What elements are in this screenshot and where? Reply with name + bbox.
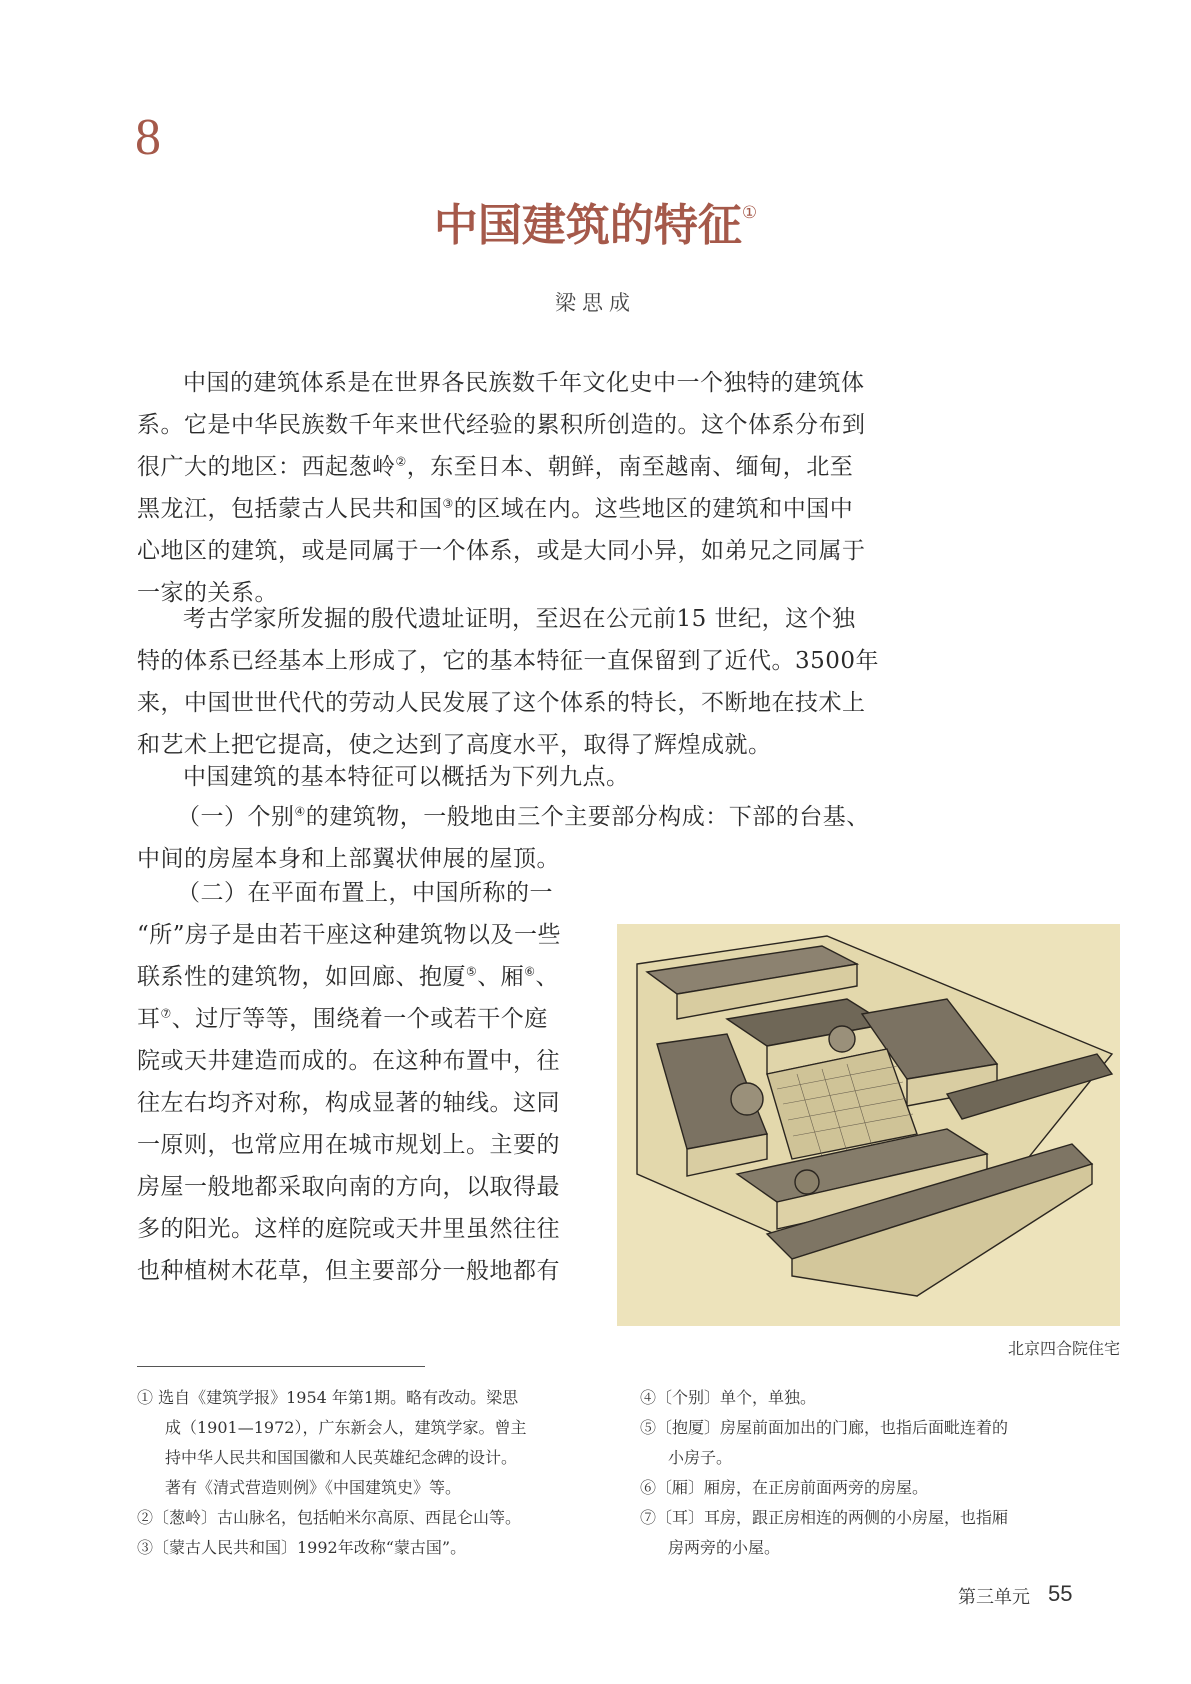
footnote-ref-5: ⑤ — [466, 964, 478, 979]
text-line — [137, 488, 882, 530]
text-line: 房屋一般地都采取向南的方向，以取得最 — [137, 1174, 560, 1200]
text-line: 一家的关系。 — [137, 580, 278, 606]
footnote-7: ⑦〔耳〕耳房，跟正房相连的两侧的小房屋，也指厢 — [640, 1508, 1009, 1527]
footnote-divider — [137, 1366, 425, 1367]
author: 梁思成 — [555, 291, 636, 315]
text-run: 、厢 — [477, 964, 525, 990]
lesson-number: 8 — [135, 109, 161, 166]
footnote-1-cont: 著有《清式营造则例》《中国建筑史》等。 — [165, 1478, 462, 1497]
text-line: 中间的房屋本身和上部翼状伸展的屋顶。 — [137, 846, 560, 872]
footer-unit-label: 第三单元 — [958, 1587, 1030, 1608]
text-line: 多的阳光。这样的庭院或天井里虽然往往 — [137, 1216, 560, 1242]
paragraph-2 — [137, 598, 882, 766]
text-line — [137, 956, 584, 998]
footnotes-left — [137, 1383, 567, 1563]
paragraph-1 — [137, 362, 882, 614]
footnote-ref-2: ② — [395, 454, 407, 469]
text-run: 、 — [535, 964, 560, 990]
paragraph-5 — [137, 872, 584, 1292]
footnote-1-cont: 成（1901—1972），广东新会人，建筑学家。曾主 — [165, 1418, 527, 1437]
text-line: 也种植树木花草，但主要部分一般地都有 — [137, 1258, 560, 1284]
text-line: 一原则，也常应用在城市规划上。主要的 — [137, 1132, 560, 1158]
siheyuan-illustration — [617, 924, 1120, 1326]
text-line: 系。它是中华民族数千年来世代经验的累积所创造的。这个体系分布到 — [137, 412, 866, 438]
paragraph-4 — [137, 796, 882, 880]
page-number: 55 — [1048, 1581, 1073, 1606]
title-footnote-mark: ① — [741, 203, 758, 223]
text-run: 、过厅等等，围绕着一个或若干个庭 — [171, 1006, 548, 1032]
text-run: 的建筑物，一般地由三个主要部分构成：下部的台基、 — [305, 804, 870, 830]
text-line: 中国建筑的基本特征可以概括为下列九点。 — [183, 764, 630, 790]
text-line — [137, 446, 882, 488]
text-line — [137, 796, 882, 838]
footnote-2: ②〔葱岭〕古山脉名，包括帕米尔高原、西昆仑山等。 — [137, 1508, 522, 1527]
figure-caption: 北京四合院住宅 — [1007, 1339, 1120, 1358]
text-run: ，东至日本、朝鲜，南至越南、缅甸，北至 — [406, 454, 854, 480]
paragraph-3 — [137, 756, 882, 798]
text-line: 来，中国世世代代的劳动人民发展了这个体系的特长，不断地在技术上 — [137, 690, 866, 716]
footnote-1: ① 选自《建筑学报》1954 年第1期。略有改动。梁思 — [137, 1388, 519, 1407]
footnote-3: ③〔蒙古人民共和国〕1992年改称“蒙古国”。 — [137, 1538, 467, 1557]
text-line: 考古学家所发掘的殷代遗址证明，至迟在公元前15 世纪，这个独 — [183, 606, 856, 632]
lesson-title: 中国建筑的特征 — [433, 200, 742, 251]
footnote-5-cont: 小房子。 — [668, 1448, 733, 1467]
text-line — [137, 998, 584, 1040]
footnote-ref-6: ⑥ — [524, 964, 536, 979]
text-line: 心地区的建筑，或是同属于一个体系，或是大同小异，如弟兄之同属于 — [137, 538, 866, 564]
text-line: 特的体系已经基本上形成了，它的基本特征一直保留到了近代。3500年 — [137, 648, 880, 674]
text-run: （一）个别 — [177, 804, 295, 830]
text-run: 耳 — [137, 1006, 161, 1032]
footnotes-right — [640, 1383, 1100, 1563]
text-line: 和艺术上把它提高，使之达到了高度水平，取得了辉煌成就。 — [137, 732, 772, 758]
footnote-5: ⑤〔抱厦〕房屋前面加出的门廊，也指后面毗连着的 — [640, 1418, 1009, 1437]
footnote-ref-7: ⑦ — [160, 1006, 172, 1021]
footnote-1-cont: 持中华人民共和国国徽和人民英雄纪念碑的设计。 — [165, 1448, 518, 1467]
text-line: 往左右均齐对称，构成显著的轴线。这同 — [137, 1090, 560, 1116]
footnote-6: ⑥〔厢〕厢房，在正房前面两旁的房屋。 — [640, 1478, 929, 1497]
text-line: “所”房子是由若干座这种建筑物以及一些 — [137, 922, 562, 948]
lesson-title-block — [0, 202, 1191, 250]
text-run: 很广大的地区：西起葱岭 — [137, 454, 396, 480]
courtyard-drawing — [617, 924, 1120, 1326]
text-run: 黑龙江，包括蒙古人民共和国 — [137, 496, 443, 522]
footnote-4: ④〔个别〕单个，单独。 — [640, 1388, 817, 1407]
text-line: 院或天井建造而成的。在这种布置中，往 — [137, 1048, 560, 1074]
footnote-7-cont: 房两旁的小屋。 — [668, 1538, 781, 1557]
text-line: 中国的建筑体系是在世界各民族数千年文化史中一个独特的建筑体 — [183, 370, 865, 396]
text-run: 联系性的建筑物，如回廊、抱厦 — [137, 964, 466, 990]
footnote-ref-3: ③ — [442, 496, 454, 511]
text-line: （二）在平面布置上，中国所称的一 — [177, 880, 553, 906]
footnote-ref-4: ④ — [294, 804, 306, 819]
text-run: 的区域在内。这些地区的建筑和中国中 — [453, 496, 854, 522]
